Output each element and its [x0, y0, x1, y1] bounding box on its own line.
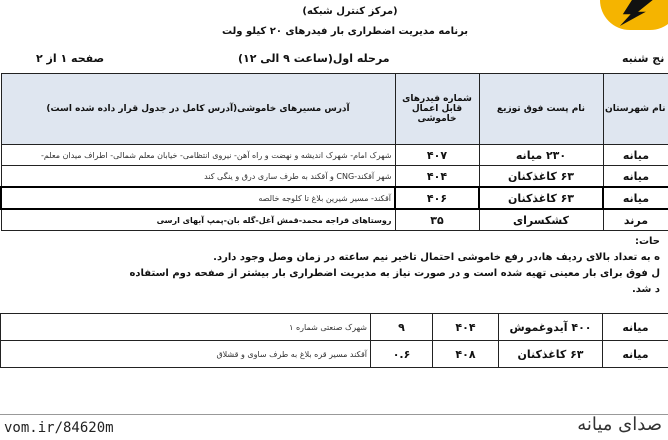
header-post: نام پست فوق توزیع	[479, 74, 603, 145]
cell-address: آقکند- مسیر شیرین بلاغ تا کلوجه خالصه	[1, 187, 395, 209]
cell-city: مرند	[603, 209, 668, 231]
cell-post: ۶۳ کاغذکنان	[479, 166, 603, 188]
cell-value: ۰.۶	[371, 341, 433, 368]
cell-address: آقکند مسیر قره بلاغ به طرف ساوی و قشلاق	[1, 341, 371, 368]
table-row	[1, 145, 668, 166]
cell-feeder: ۴۰۴	[433, 314, 499, 341]
org-title: (مرکز کنترل شبکه)	[302, 6, 398, 17]
cell-city: میانه	[603, 145, 668, 166]
cell-city: میانه	[603, 341, 668, 368]
day-label: نج شنبه	[622, 52, 665, 65]
table-row	[1, 209, 668, 231]
document-subtitle: برنامه مدیریت اضطراری بار فیدرهای ۲۰ کیلو ولت	[221, 26, 469, 37]
footer-divider	[0, 414, 668, 415]
second-feeder-table	[0, 313, 668, 368]
cell-feeder: ۳۵	[395, 209, 479, 231]
cell-post: ۶۳ کاغذکنان	[499, 341, 603, 368]
cell-value: ۹	[371, 314, 433, 341]
cell-feeder: ۴۰۸	[433, 341, 499, 368]
header-city: نام شهرستان	[603, 74, 668, 145]
table-header-row	[1, 74, 668, 145]
table-row	[1, 341, 668, 368]
cell-address: روستاهای قراجه محمد-قمش آغل-گله بان-پمپ آبهای ارسی	[1, 209, 395, 231]
table-row	[1, 314, 668, 341]
header-address: آدرس مسیرهای خاموشی(آدرس کامل در جدول قرار داده شده است)	[1, 74, 395, 145]
notes-heading: حات:	[634, 236, 660, 247]
table-row	[1, 187, 668, 209]
note-line: ل فوق برای بار معینی تهیه شده است و در صورت نیاز به مدیریت اضطراری بار بیشتر از صفحه دوم استفاده	[129, 268, 660, 279]
brand-watermark: صدای میانه	[577, 414, 662, 435]
cell-post: ۴۰۰ آیدوغموش	[499, 314, 603, 341]
cell-address: شهر آقکند-CNG و آقکند به طرف ساری درق و ینگی کند	[1, 166, 395, 188]
cell-city: میانه	[603, 314, 668, 341]
table-row	[1, 166, 668, 188]
cell-feeder: ۴۰۴	[395, 166, 479, 188]
page-number: صفحه ۱ از ۲	[36, 52, 105, 65]
lightning-bolt-icon	[617, 0, 652, 26]
cell-feeder: ۴۰۷	[395, 145, 479, 166]
cell-feeder: ۴۰۶	[395, 187, 479, 209]
notes-section	[10, 234, 660, 298]
cell-address: شهرک امام- شهرک اندیشه و نهضت و راه آهن- نیروی انتظامی- خیابان معلم شمالی- اطراف میدان معلم-	[1, 145, 395, 166]
cell-city: میانه	[603, 187, 668, 209]
cell-post: ۲۳۰ میانه	[479, 145, 603, 166]
footer-url: vom.ir/84620m	[4, 420, 114, 436]
note-line: د شد.	[631, 284, 660, 295]
note-line: ه به تعداد بالای ردیف ها،در رفع خاموشی احتمال تاخیر نیم ساعته در زمان وصل وجود دارد.	[213, 252, 660, 263]
header-feeder: شماره فیدرهای قابل اعمال خاموشی	[395, 74, 479, 145]
cell-city: میانه	[603, 166, 668, 188]
cell-post: کشکسرای	[479, 209, 603, 231]
electric-company-logo	[600, 0, 668, 30]
feeder-table	[0, 73, 668, 231]
stage-label: مرحله اول(ساعت ۹ الی ۱۲)	[238, 52, 390, 65]
cell-address: شهرک صنعتی شماره ۱	[1, 314, 371, 341]
cell-post: ۶۳ کاغذکنان	[479, 187, 603, 209]
